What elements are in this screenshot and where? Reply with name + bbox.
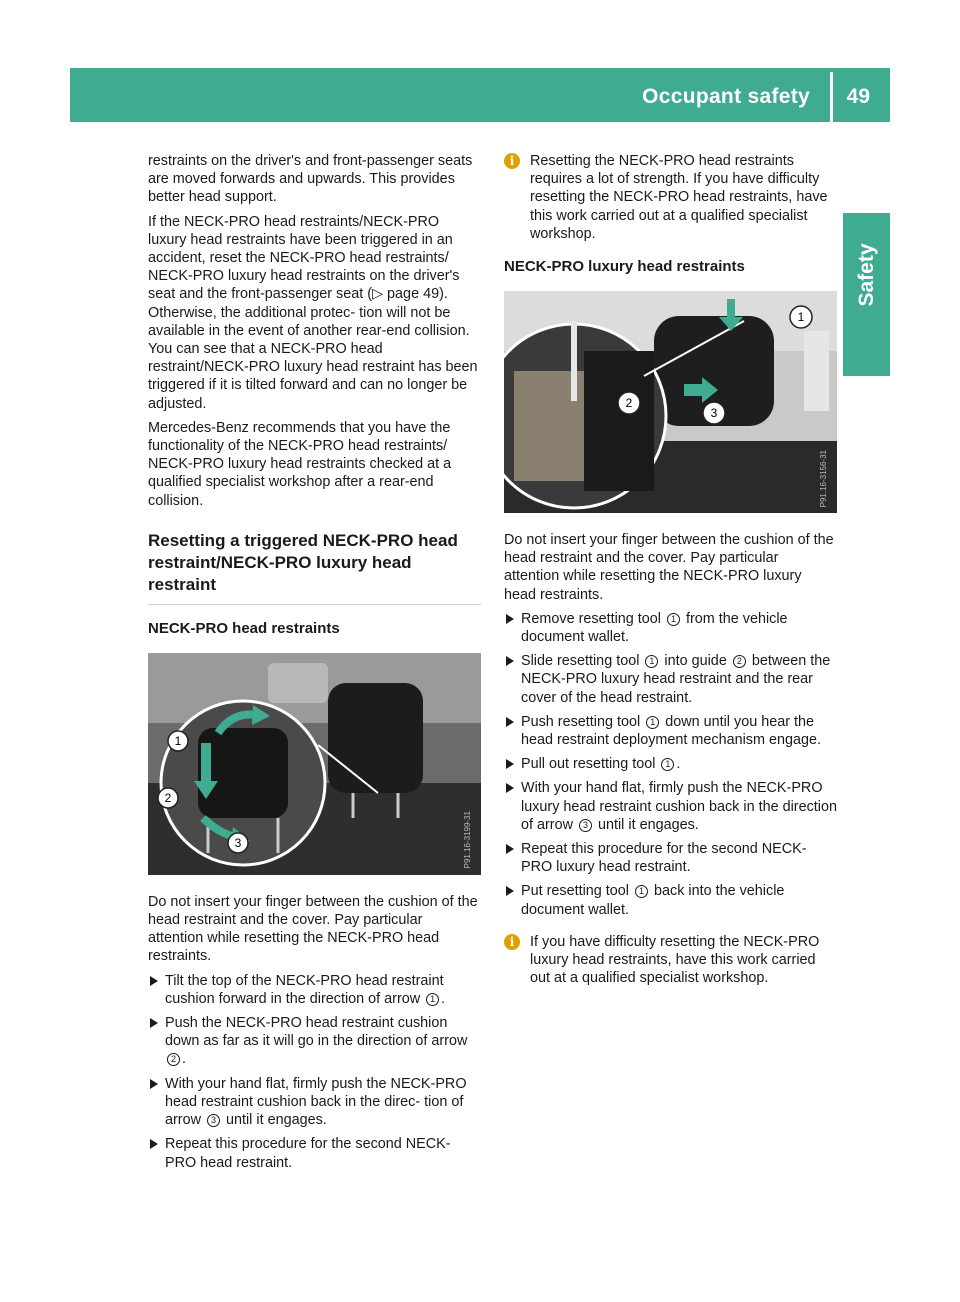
svg-text:3: 3 (710, 406, 718, 421)
chapter-tab-label: Safety (854, 243, 878, 307)
step-arrow-icon (506, 886, 514, 896)
section-divider (148, 604, 481, 605)
step: Repeat this procedure for the second NECK-PRO head restraint. (148, 1135, 481, 1171)
left-column (148, 152, 481, 1178)
svg-text:3: 3 (234, 835, 242, 850)
step: Slide resetting tool 1 into guide 2 between the NECK-PRO luxury head restraint and the rear cover of the head restraint. (504, 652, 837, 707)
callout-ref: 1 (426, 993, 439, 1006)
info-note: i Resetting the NECK-PRO head restraints requires a lot of strength. If you have difficulty resetting the NECK-PRO head restraints, have this work carried out at a qualified specialist workshop. (504, 152, 837, 243)
step-arrow-icon (150, 976, 158, 986)
step: Put resetting tool 1 back into the vehicle document wallet. (504, 882, 837, 918)
step-arrow-icon (150, 1139, 158, 1149)
step-arrow-icon (150, 1018, 158, 1028)
info-icon: i (504, 934, 520, 950)
svg-text:2: 2 (164, 790, 172, 805)
step-arrow-icon (506, 783, 514, 793)
callout-2 (618, 392, 640, 414)
callout-ref: 1 (661, 758, 674, 771)
page-section-title: Occupant safety (642, 85, 810, 108)
callout-3 (228, 833, 248, 853)
callout-1 (168, 731, 188, 751)
figure-illustration (148, 653, 481, 875)
page-number: 49 (846, 85, 870, 108)
svg-text:1: 1 (797, 310, 805, 325)
svg-text:2: 2 (625, 396, 633, 411)
neck-pro-head-restraint-figure (148, 653, 481, 875)
step: Push the NECK-PRO head restraint cushion down as far as it will go in the direction of arrow 2 . (148, 1014, 481, 1069)
callout-ref: 1 (646, 716, 659, 729)
step-arrow-icon (506, 844, 514, 854)
right-column (504, 152, 837, 993)
callout-ref: 1 (635, 885, 648, 898)
callout-3 (703, 402, 725, 424)
step: Remove resetting tool 1 from the vehicle document wallet. (504, 610, 837, 646)
chapter-tab[interactable] (843, 213, 890, 376)
sub-heading: NECK-PRO luxury head restraints (504, 258, 745, 276)
step: With your hand flat, firmly push the NECK-PRO luxury head restraint cushion back in the direction of arrow 3 until it engages. (504, 779, 837, 834)
step-arrow-icon (150, 1079, 158, 1089)
caution-text: Do not insert your finger between the cushion of the head restraint and the cover. Pay particular attention while resetting the NECK-PRO luxury head restraints. (504, 532, 834, 603)
paragraph: Mercedes-Benz recommends that you have the functionality of the NECK-PRO head restraints/ NECK-PRO luxury head restraints checked at a qualified specialist workshop after a rear-end collision. (148, 419, 452, 509)
callout-ref: 3 (579, 819, 592, 832)
callout-2 (158, 788, 178, 808)
header-bar (70, 68, 890, 122)
svg-text:1: 1 (174, 733, 182, 748)
step: Push resetting tool 1 down until you hear the head restraint deployment mechanism engage. (504, 713, 837, 749)
figure-illustration (504, 291, 837, 513)
caution-text: Do not insert your finger between the cushion of the head restraint and the cover. Pay particular attention while resetting the NECK-PRO head restraints. (148, 893, 478, 965)
info-icon: i (504, 153, 520, 169)
paragraph: If the NECK-PRO head restraints/NECK-PRO luxury head restraints have been triggered in an accident, reset the NECK-PRO head restraints/ NECK-PRO luxury head restraints on the driver's seat and the front-passenger seat (▷ page 49). Otherwise, the additional protec- tion will not be available in the event of another rear-end collision. You can see that a NECK-PRO head restraint/NECK-PRO luxury head restraint has been triggered if it is tilted forward and can no longer be adjusted. (148, 213, 478, 412)
neck-pro-luxury-head-restraint-figure (504, 291, 837, 513)
figure-code: P91.16-3156-31 (818, 449, 828, 508)
callout-ref: 2 (167, 1053, 180, 1066)
step: Tilt the top of the NECK-PRO head restraint cushion forward in the direction of arrow 1 . (148, 972, 481, 1008)
step-arrow-icon (506, 759, 514, 769)
callout-ref: 3 (207, 1114, 220, 1127)
step: With your hand flat, firmly push the NECK-PRO head restraint cushion back in the direc- tion of arrow 3 until it engages. (148, 1075, 481, 1130)
info-note: i If you have difficulty resetting the NECK-PRO luxury head restraints, have this work carried out at a qualified specialist workshop. (504, 933, 837, 988)
figure-code: P91.16-3199-31 (462, 811, 472, 869)
header-divider (830, 72, 833, 122)
callout-ref: 1 (667, 613, 680, 626)
step: Pull out resetting tool 1 . (504, 755, 837, 773)
paragraph: restraints on the driver's and front-passenger seats are moved forwards and upwards. This provides better head support. (148, 153, 473, 206)
step: Repeat this procedure for the second NECK-PRO luxury head restraint. (504, 840, 837, 876)
section-heading: Resetting a triggered NECK-PRO head restraint/NECK-PRO luxury head restraint (148, 530, 458, 594)
callout-1 (790, 306, 812, 328)
step-arrow-icon (506, 717, 514, 727)
callout-ref: 1 (645, 655, 658, 668)
sub-heading: NECK-PRO head restraints (148, 619, 340, 637)
step-arrow-icon (506, 656, 514, 666)
step-arrow-icon (506, 614, 514, 624)
callout-ref: 2 (733, 655, 746, 668)
